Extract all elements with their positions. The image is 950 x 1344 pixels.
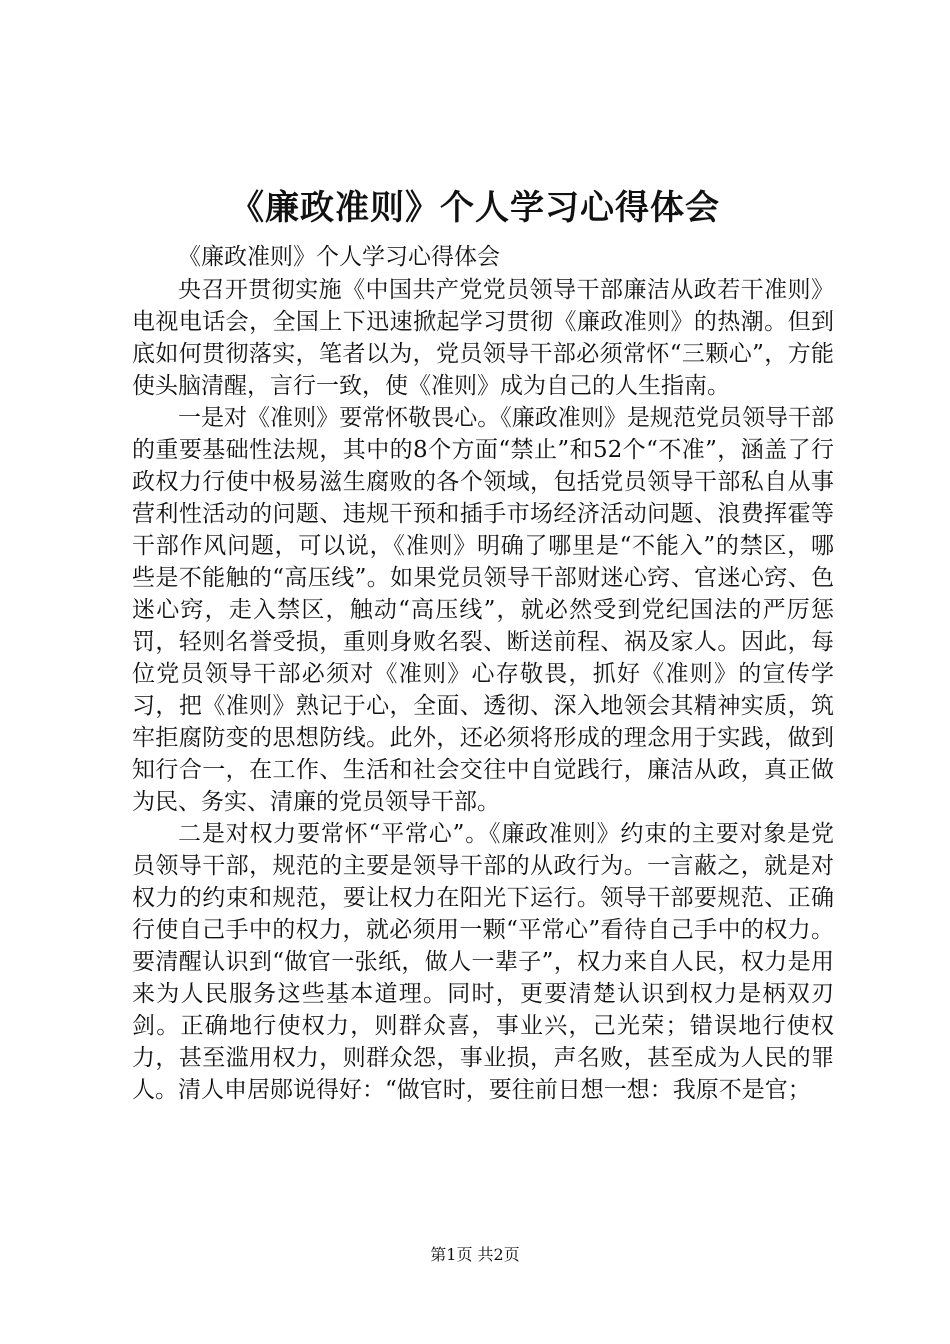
paragraph-point-one: 一是对《准则》要常怀敬畏心。《廉政准则》是规范党员领导干部的重要基础性法规，其中的8个方面“禁止”和52个“不准”，涵盖了行政权力行使中极易滋生腐败的各个领域，包括党员领导干部私自从事营利性活动的问题、违规干预和插手市场经济活动问题、浪费挥霍等干部作风问题，可以说，《准则》明确了哪里是“不能入”的禁区，哪些是不能触的“高压线”。如果党员领导干部财迷心窍、官迷心窍、色迷心窍，走入禁区，触动“高压线”，就必然受到党纪国法的严厉惩罚，轻则名誉受损，重则身败名裂、断送前程、祸及家人。因此，每位党员领导干部必须对《准则》心存敬畏，抓好《准则》的宣传学习，把《准则》熟记于心，全面、透彻、深入地领会其精神实质，筑牢拒腐防变的思想防线。此外，还必须将形成的理念用于实践，做到知行合一，在工作、生活和社会交往中自觉践行，廉洁从政，真正做为民、务实、清廉的党员领导干部。	[132, 405, 834, 815]
paragraph-intro: 央召开贯彻实施《中国共产党党员领导干部廉洁从政若干准则》电视电话会，全国上下迅速掀起学习贯彻《廉政准则》的热潮。但到底如何贯彻落实，笔者以为，党员领导干部必须常怀“三颗心”，方能使头脑清醒，言行一致，使《准则》成为自己的人生指南。	[132, 277, 834, 399]
document-body	[132, 240, 834, 1106]
document-subtitle: 《廉政准则》个人学习心得体会	[178, 244, 500, 270]
paragraph-point-two: 二是对权力要常怀“平常心”。《廉政准则》约束的主要对象是党员领导干部，规范的主要是领导干部的从政行为。一言蔽之，就是对权力的约束和规范，要让权力在阳光下运行。领导干部要规范、正确行使自己手中的权力，就必须用一颗“平常心”看待自己手中的权力。要清醒认识到“做官一张纸，做人一辈子”，权力来自人民，权力是用来为人民服务这些基本道理。同时，更要清楚认识到权力是柄双刃剑。正确地行使权力，则群众喜，事业兴，己光荣；错误地行使权力，甚至滥用权力，则群众怨，事业损，声名败，甚至成为人民的罪人。清人申居郧说得好：“做官时，要往前日想一想：我原不是官；	[132, 821, 834, 1103]
page-number-footer: 第1页 共2页	[430, 1245, 520, 1264]
document-title: 《廉政准则》个人学习心得体会	[230, 188, 720, 228]
